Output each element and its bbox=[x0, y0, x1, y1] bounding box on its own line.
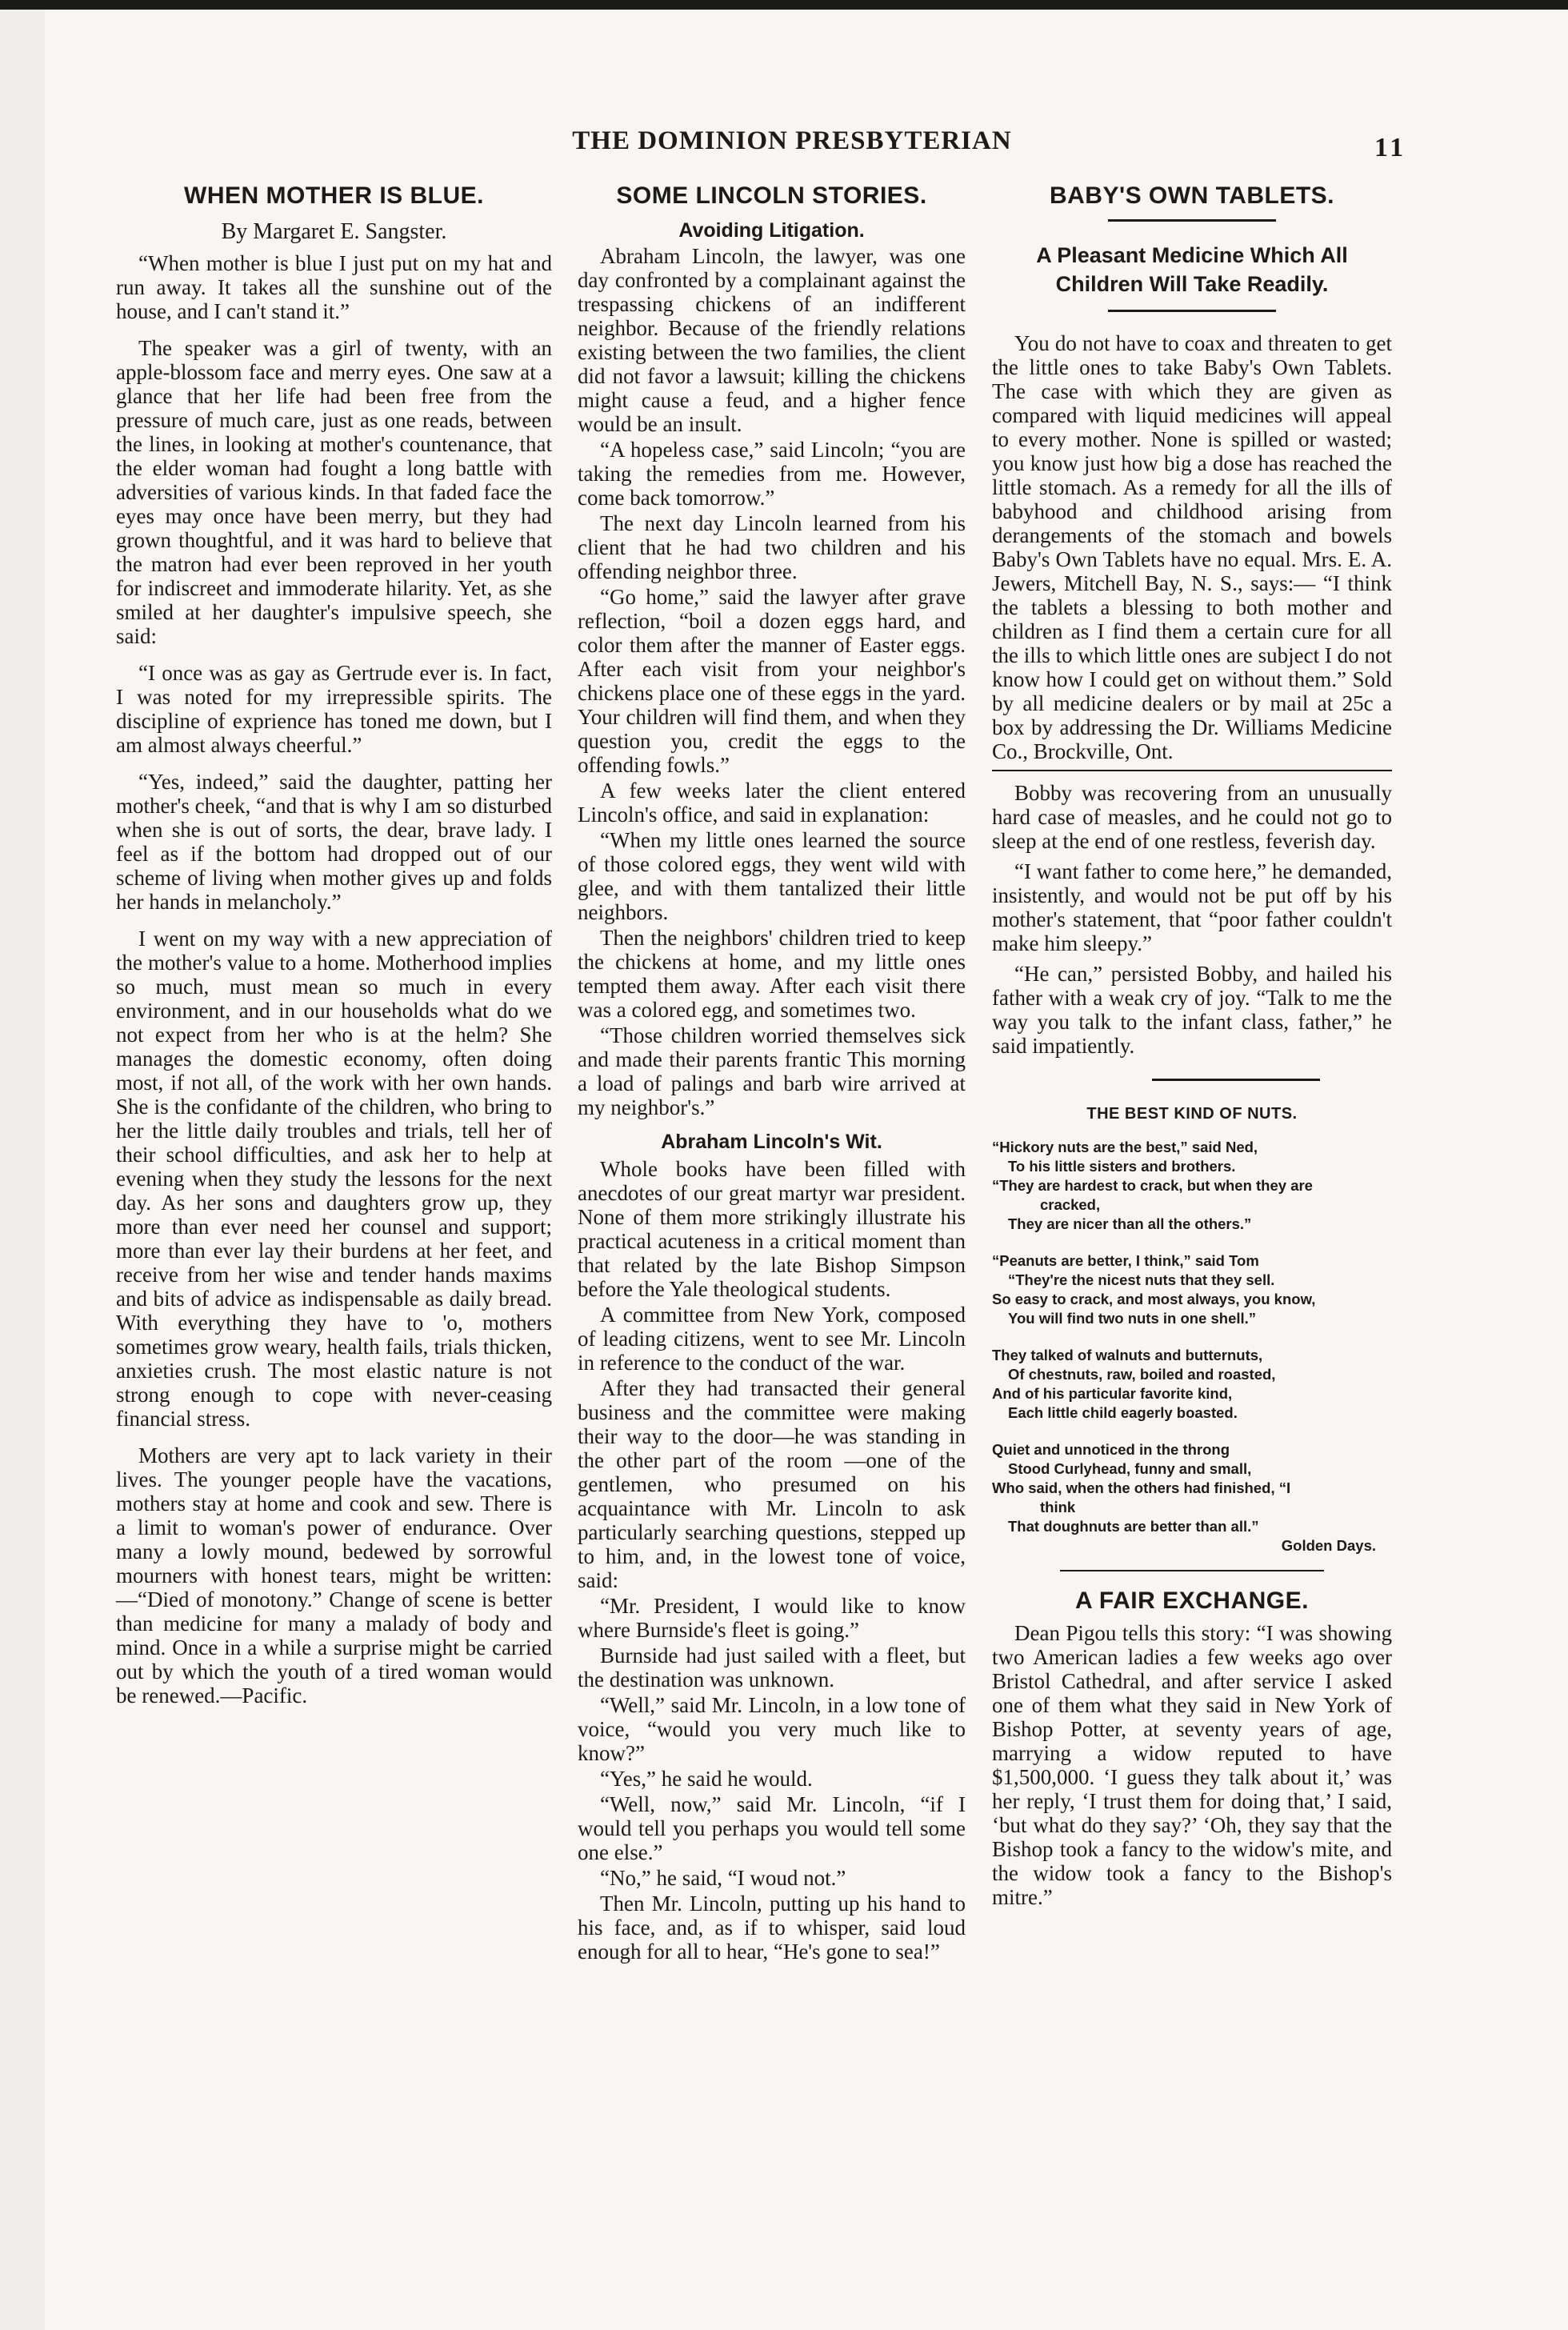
poem-line: “Hickory nuts are the best,” said Ned, bbox=[992, 1139, 1258, 1155]
divider-rule bbox=[992, 770, 1392, 771]
divider-rule bbox=[1108, 219, 1276, 222]
article-paragraph: “He can,” persisted Bobby, and hailed his father with a weak cry of joy. “Talk to me the way you talk to the infant class, father,” he said impatiently. bbox=[992, 962, 1392, 1058]
poem-line: “They are hardest to crack, but when they are bbox=[992, 1177, 1313, 1194]
poem-line: think bbox=[1040, 1499, 1076, 1515]
poem-line: They are nicer than all the others.” bbox=[1008, 1215, 1252, 1232]
article-paragraph: “Go home,” said the lawyer after grave reflection, “boil a dozen eggs hard, and color them after the manner of Easter eggs. After each visit from your neighbor's chickens place one of these eggs in the yard. Your children will find them, and when they question you, credit the eggs to the offending fowls.” bbox=[578, 585, 966, 777]
article-paragraph: “A hopeless case,” said Lincoln; “you are taking the remedies from me. However, come back tomorrow.” bbox=[578, 438, 966, 510]
article-paragraph: “Mr. President, I would like to know where Burnside's fleet is going.” bbox=[578, 1594, 966, 1642]
poem-line: Each little child eagerly boasted. bbox=[1008, 1404, 1238, 1421]
article-paragraph: Burnside had just sailed with a fleet, but the destination was unknown. bbox=[578, 1643, 966, 1691]
poem-stanza bbox=[992, 1346, 1392, 1423]
article-paragraph: “Yes, indeed,” said the daughter, patting her mother's cheek, “and that is why I am so disturbed when she is out of sorts, the dear, brave lady. I feel as if the bottom had dropped out of our scheme of living when mother gives up and folds her hands in melancholy.” bbox=[116, 770, 552, 914]
poem-line: You will find two nuts in one shell.” bbox=[1008, 1310, 1257, 1327]
article-paragraph: Then Mr. Lincoln, putting up his hand to his face, and, as if to whisper, said loud enough for all to hear, “He's gone to sea!” bbox=[578, 1892, 966, 1964]
page-number: 11 bbox=[1374, 133, 1407, 162]
poem-line: Who said, when the others had finished, “I bbox=[992, 1479, 1291, 1496]
masthead: THE DOMINION PRESBYTERIAN bbox=[572, 126, 1012, 155]
poem-line: That doughnuts are better than all.” bbox=[1008, 1518, 1259, 1535]
article-paragraph: “I want father to come here,” he demanded, insistently, and would not be put off by his mother's statement, that “poor father couldn't make him sleepy.” bbox=[992, 859, 1392, 955]
article-paragraph: After they had transacted their general business and the committee were making their way to the door—he was standing in the other part of the room —one of the gentlemen, who presumed on his acquaintance with Mr. Lincoln to ask particularly searching questions, stepped up to him, and, in the lowest tone of voice, said: bbox=[578, 1376, 966, 1592]
article-subtitle: Abraham Lincoln's Wit. bbox=[661, 1131, 882, 1153]
article-paragraph: “Those children worried themselves sick and made their parents frantic This morning a load of palings and barb wire arrived at my neighbor's.” bbox=[578, 1023, 966, 1119]
poem-line: “They're the nicest nuts that they sell. bbox=[1008, 1271, 1275, 1288]
ad-subhead: A Pleasant Medicine Which All Children Will Take Readily. bbox=[1036, 243, 1348, 296]
article-title: WHEN MOTHER IS BLUE. bbox=[184, 182, 484, 209]
article-paragraph: “Yes,” he said he would. bbox=[600, 1767, 813, 1791]
article-paragraph: A few weeks later the client entered Lincoln's office, and said in explanation: bbox=[578, 779, 966, 827]
poem-line: So easy to crack, and most always, you know, bbox=[992, 1291, 1316, 1307]
poem-attribution: Golden Days. bbox=[1281, 1537, 1376, 1554]
poem-line: Quiet and unnoticed in the throng bbox=[992, 1441, 1230, 1458]
article-byline: By Margaret E. Sangster. bbox=[221, 219, 447, 244]
column-babys-own-tablets bbox=[992, 182, 1392, 1916]
article-subtitle: Avoiding Litigation. bbox=[678, 219, 865, 242]
article-paragraph: “I once was as gay as Gertrude ever is. In fact, I was noted for my irrepressible spirits. The discipline of exprience has toned me down, but I am almost always cheerful.” bbox=[116, 661, 552, 757]
article-paragraph: A committee from New York, composed of leading citizens, went to see Mr. Lincoln in reference to the conduct of the war. bbox=[578, 1303, 966, 1375]
article-paragraph: “Well, now,” said Mr. Lincoln, “if I would tell you perhaps you would tell some one else.” bbox=[578, 1792, 966, 1864]
divider-rule bbox=[1108, 310, 1276, 312]
column-when-mother-is-blue bbox=[116, 182, 552, 1720]
scan-top-border bbox=[0, 0, 1568, 10]
divider-rule bbox=[1060, 1570, 1324, 1571]
divider-rule bbox=[1152, 1079, 1320, 1081]
poem-line: Stood Curlyhead, funny and small, bbox=[1008, 1460, 1252, 1477]
ad-paragraph: You do not have to coax and threaten to get the little ones to take Baby's Own Tablets. The case with which they are given as compared with liquid medicines will appeal to every mother. None is spilled or wasted; you know just how big a dose has reached the little stomach. As a remedy for all the ills of babyhood and childhood arising from derangements of the stomach and bowels Baby's Own Tablets have no equal. Mrs. E. A. Jewers, Mitchell Bay, N. S., says:— “I think the tablets a blessing to both mother and children as I find them a certain cure for all the ills to which little ones are subject I do not know how I could get on without them.” Sold by all medicine dealers or by mail at 25c a box by addressing the Dr. Williams Medicine Co., Brockville, Ont. bbox=[992, 331, 1392, 763]
poem-line: Of chestnuts, raw, boiled and roasted, bbox=[1008, 1366, 1276, 1383]
article-paragraph: Bobby was recovering from an unusually hard case of measles, and he could not go to sleep at the end of one restless, feverish day. bbox=[992, 781, 1392, 853]
article-title: SOME LINCOLN STORIES. bbox=[616, 182, 927, 209]
poem-stanza bbox=[992, 1138, 1392, 1234]
article-paragraph: Then the neighbors' children tried to keep the chickens at home, and my little ones tempted them away. After each visit there was a colored egg, and sometimes two. bbox=[578, 926, 966, 1022]
poem-line: cracked, bbox=[1040, 1196, 1101, 1213]
article-paragraph: Whole books have been filled with anecdotes of our great martyr war president. None of them more strikingly illustrate his practical acuteness in a critical moment than that related by the late Bishop Simpson before the Yale theological students. bbox=[578, 1157, 966, 1301]
poem-line: To his little sisters and brothers. bbox=[1008, 1158, 1236, 1175]
article-paragraph: I went on my way with a new appreciation of the mother's value to a home. Motherhood implies so much, must mean so much in every environment, and in our households what do we not expect from her who is at the helm? She manages the domestic economy, often doing most, if not all, of the work with her own hands. She is the confidante of the children, who bring to her the little daily troubles and trials, tell her of their school difficulties, and ask her to help at evening when they study the lessons for the next day. As her sons and daughters grow up, they more than ever need her counsel and support; more than ever lay their burdens at her feet, and receive from her wise and tender hands maxims and bits of advice as indispensable as daily bread. With everything they have to 'o, mothers sometimes grow weary, health fails, trials thicken, anxieties crush. The most elastic nature is not strong enough to cope with never-ceasing financial stress. bbox=[116, 927, 552, 1431]
poem-line: And of his particular favorite kind, bbox=[992, 1385, 1233, 1402]
poem-line: “Peanuts are better, I think,” said Tom bbox=[992, 1252, 1259, 1269]
article-paragraph: “Well,” said Mr. Lincoln, in a low tone of voice, “would you very much like to know?” bbox=[578, 1693, 966, 1765]
article-title: A FAIR EXCHANGE. bbox=[1075, 1587, 1309, 1614]
article-paragraph: “When my little ones learned the source of those colored eggs, they went wild with glee, and with them tantalized their little neighbors. bbox=[578, 828, 966, 924]
article-title: BABY'S OWN TABLETS. bbox=[1049, 182, 1335, 209]
article-paragraph: Mothers are very apt to lack variety in their lives. The younger people have the vacations, mothers stay at home and cook and sew. There is a limit to woman's power of endurance. Over many a lowly mound, bedewed by sorrowful mourners with honest tears, might be written:—“Died of monotony.” Change of scene is better than medicine for many a malady of body and mind. Once in a while a surprise might be carried out by which the youth of a tired woman would be renewed.—Pacific. bbox=[116, 1443, 552, 1707]
poem-title: THE BEST KIND OF NUTS. bbox=[1086, 1105, 1298, 1123]
article-paragraph: “When mother is blue I just put on my hat and run away. It takes all the sunshine out of the house, and I can't stand it.” bbox=[116, 251, 552, 323]
column-lincoln-stories bbox=[578, 182, 966, 1965]
poem-line: They talked of walnuts and butternuts, bbox=[992, 1347, 1263, 1363]
article-paragraph: “No,” he said, “I woud not.” bbox=[600, 1866, 846, 1890]
article-paragraph: The next day Lincoln learned from his client that he had two children and his offending neighbor three. bbox=[578, 511, 966, 583]
article-paragraph: The speaker was a girl of twenty, with an apple-blossom face and merry eyes. One saw at a glance that her life had been free from the pressure of much care, just as one reads, between the lines, in looking at mother's countenance, that the elder woman had fought a long battle with adversities of various kinds. In that faded face the eyes may once have been merry, but they had grown thoughtful, and it was hard to believe that the matron had ever been reproved in her youth for indiscreet and immoderate hilarity. Yet, as she smiled at her daughter's impulsive speech, she said: bbox=[116, 336, 552, 648]
article-paragraph: Abraham Lincoln, the lawyer, was one day confronted by a complainant against the trespassing chickens of an indifferent neighbor. Because of the friendly relations existing between the two families, the client did not favor a lawsuit; killing the chickens might cause a feud, and a higher fence would be an insult. bbox=[578, 244, 966, 436]
poem-stanza bbox=[992, 1440, 1392, 1555]
article-paragraph: Dean Pigou tells this story: “I was showing two American ladies a few weeks ago over Bristol Cathedral, and after service I asked one of them what they said in New York of Bishop Potter, at seventy years of age, marrying a widow reputed to have $1,500,000. ‘I guess they talk about it,’ was her reply, ‘I trust them for doing that,’ I said, ‘but what do they say?’ ‘Oh, they say that the Bishop took a fancy to the widow's mite, and the widow took a fancy to the Bishop's mitre.” bbox=[992, 1621, 1392, 1909]
poem-stanza bbox=[992, 1251, 1392, 1328]
